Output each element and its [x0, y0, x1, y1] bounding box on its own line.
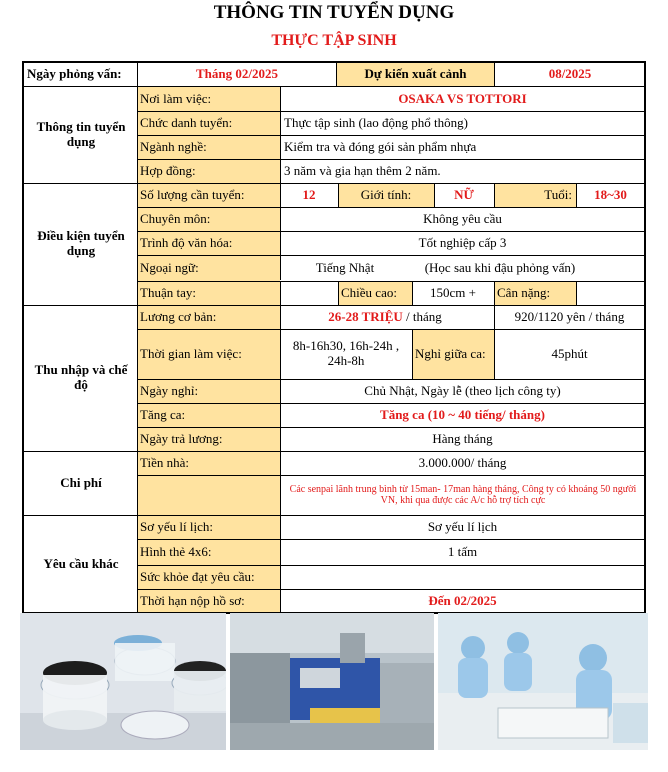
age-label: Tuổi: — [544, 186, 572, 202]
gender-label: Giới tính: — [360, 186, 412, 202]
education-value: Tốt nghiệp cấp 3 — [418, 234, 507, 250]
divider — [22, 515, 646, 516]
height-value: 150cm + — [430, 284, 476, 300]
cv-value: Sơ yếu lí lịch — [427, 518, 498, 534]
table-border-top — [22, 61, 646, 63]
housing-value: 3.000.000/ tháng — [418, 454, 507, 470]
column-divider — [137, 61, 138, 614]
deadline-label: Thời hạn nộp hồ sơ: — [140, 592, 245, 608]
workplace-label: Nơi làm việc: — [140, 90, 212, 106]
dayoff-value: Chủ Nhật, Ngày lễ (theo lịch công ty) — [364, 382, 561, 398]
column-divider — [576, 183, 577, 207]
column-divider — [576, 281, 577, 305]
divider — [22, 183, 646, 184]
divider — [138, 159, 645, 160]
deadline-value: Đến 02/2025 — [428, 592, 497, 608]
quantity-label: Số lượng cần tuyển: — [140, 186, 245, 202]
photo-label: Hình thẻ 4x6: — [140, 543, 212, 559]
departure-label: Dự kiến xuất cảnh — [364, 65, 467, 81]
column-divider — [434, 183, 435, 207]
column-divider — [280, 86, 281, 280]
hand-label: Thuận tay: — [140, 284, 196, 300]
divider — [138, 329, 645, 330]
salary-value-group — [290, 305, 480, 329]
specialty-label: Chuyên môn: — [140, 210, 211, 226]
salary-unit: / tháng — [402, 308, 442, 324]
payday-value: Hàng tháng — [432, 430, 493, 446]
section-income: Thu nhập và chế độ — [34, 362, 128, 392]
table-border-left — [22, 61, 24, 614]
language-value: Tiếng Nhật — [315, 259, 375, 275]
page-subtitle: THỰC TẬP SINH — [271, 32, 397, 49]
payday-label: Ngày trả lương: — [140, 430, 223, 446]
break-label: Nghỉ giữa ca: — [415, 345, 486, 361]
weight-label: Cân nặng: — [497, 284, 551, 300]
overtime-label: Tăng ca: — [140, 406, 186, 422]
departure-value: 08/2025 — [548, 65, 592, 81]
contract-label: Hợp đồng: — [140, 162, 196, 178]
column-divider — [336, 61, 337, 86]
break-value: 45phút — [551, 345, 588, 361]
divider — [138, 427, 645, 428]
column-divider — [412, 281, 413, 305]
age-value: 18~30 — [594, 186, 627, 202]
cv-label: Sơ yếu lí lịch: — [140, 518, 213, 534]
divider — [138, 207, 645, 208]
work-time-value: 8h-16h30, 16h-24h , 24h-8h — [292, 338, 400, 368]
health-label: Sức khỏe đạt yêu cầu: — [140, 568, 255, 584]
section-other: Yêu cầu khác — [43, 555, 119, 571]
column-divider — [494, 183, 495, 207]
costs-note: Các senpai lãnh trung bình từ 15man- 17man hàng tháng, Công ty có khoảng 50 người VN, khi qua được các A/c hỗ trợ tích cực — [289, 483, 637, 506]
contract-value: 3 năm và gia hạn thêm 2 năm. — [284, 162, 441, 178]
position-label: Chức danh tuyển: — [140, 114, 233, 130]
divider — [22, 451, 646, 452]
position-value: Thực tập sinh (lao động phổ thông) — [284, 114, 468, 130]
height-label: Chiều cao: — [341, 284, 397, 300]
divider — [138, 231, 645, 232]
job-label: Ngành nghề: — [140, 138, 207, 154]
salary-label: Lương cơ bản: — [140, 308, 217, 324]
divider — [22, 305, 646, 306]
column-divider — [494, 61, 495, 86]
gender-value: NỮ — [454, 186, 474, 202]
overtime-value: Tăng ca (10 ~ 40 tiếng/ tháng) — [380, 406, 545, 422]
dayoff-label: Ngày nghỉ: — [140, 382, 199, 398]
divider — [138, 539, 645, 540]
salary-value: 26-28 TRIỆU — [328, 308, 403, 324]
column-divider — [338, 281, 339, 305]
photo-value: 1 tấm — [447, 543, 478, 559]
divider — [138, 589, 645, 590]
product-photo-containers — [20, 613, 226, 750]
divider — [138, 135, 645, 136]
divider — [138, 475, 645, 476]
workplace-value: OSAKA VS TOTTORI — [398, 90, 527, 106]
interview-value: Tháng 02/2025 — [196, 65, 278, 81]
column-divider — [494, 281, 495, 305]
factory-machine-photo — [230, 613, 434, 750]
housing-label: Tiền nhà: — [140, 454, 189, 470]
salary-yen: 920/1120 yên / tháng — [514, 308, 625, 324]
column-divider — [338, 183, 339, 207]
column-divider — [494, 305, 495, 329]
language-label: Ngoại ngữ: — [140, 259, 199, 275]
section-recruit-info: Thông tin tuyển dụng — [36, 119, 126, 149]
interview-label: Ngày phỏng vấn: — [27, 65, 122, 81]
divider — [138, 379, 645, 380]
specialty-value: Không yêu cầu — [423, 210, 502, 226]
divider — [138, 255, 645, 256]
section-costs: Chi phí — [60, 474, 102, 490]
column-divider — [494, 329, 495, 379]
divider — [22, 86, 646, 87]
quantity-value: 12 — [302, 186, 316, 202]
section-conditions: Điều kiện tuyển dụng — [37, 228, 125, 258]
divider — [138, 281, 645, 282]
cleanroom-workers-photo — [438, 613, 648, 750]
divider — [138, 111, 645, 112]
work-time-label: Thời gian làm việc: — [140, 345, 242, 361]
page-title: THÔNG TIN TUYỂN DỤNG — [213, 2, 455, 23]
language-note: (Học sau khi đậu phỏng vấn) — [424, 259, 576, 275]
divider — [138, 565, 645, 566]
job-value: Kiểm tra và đóng gói sản phẩm nhựa — [284, 138, 477, 154]
column-divider — [412, 329, 413, 379]
divider — [138, 403, 645, 404]
column-divider — [280, 281, 281, 305]
education-label: Trình độ văn hóa: — [140, 234, 233, 250]
table-border-right — [644, 61, 646, 614]
column-divider — [280, 305, 281, 613]
